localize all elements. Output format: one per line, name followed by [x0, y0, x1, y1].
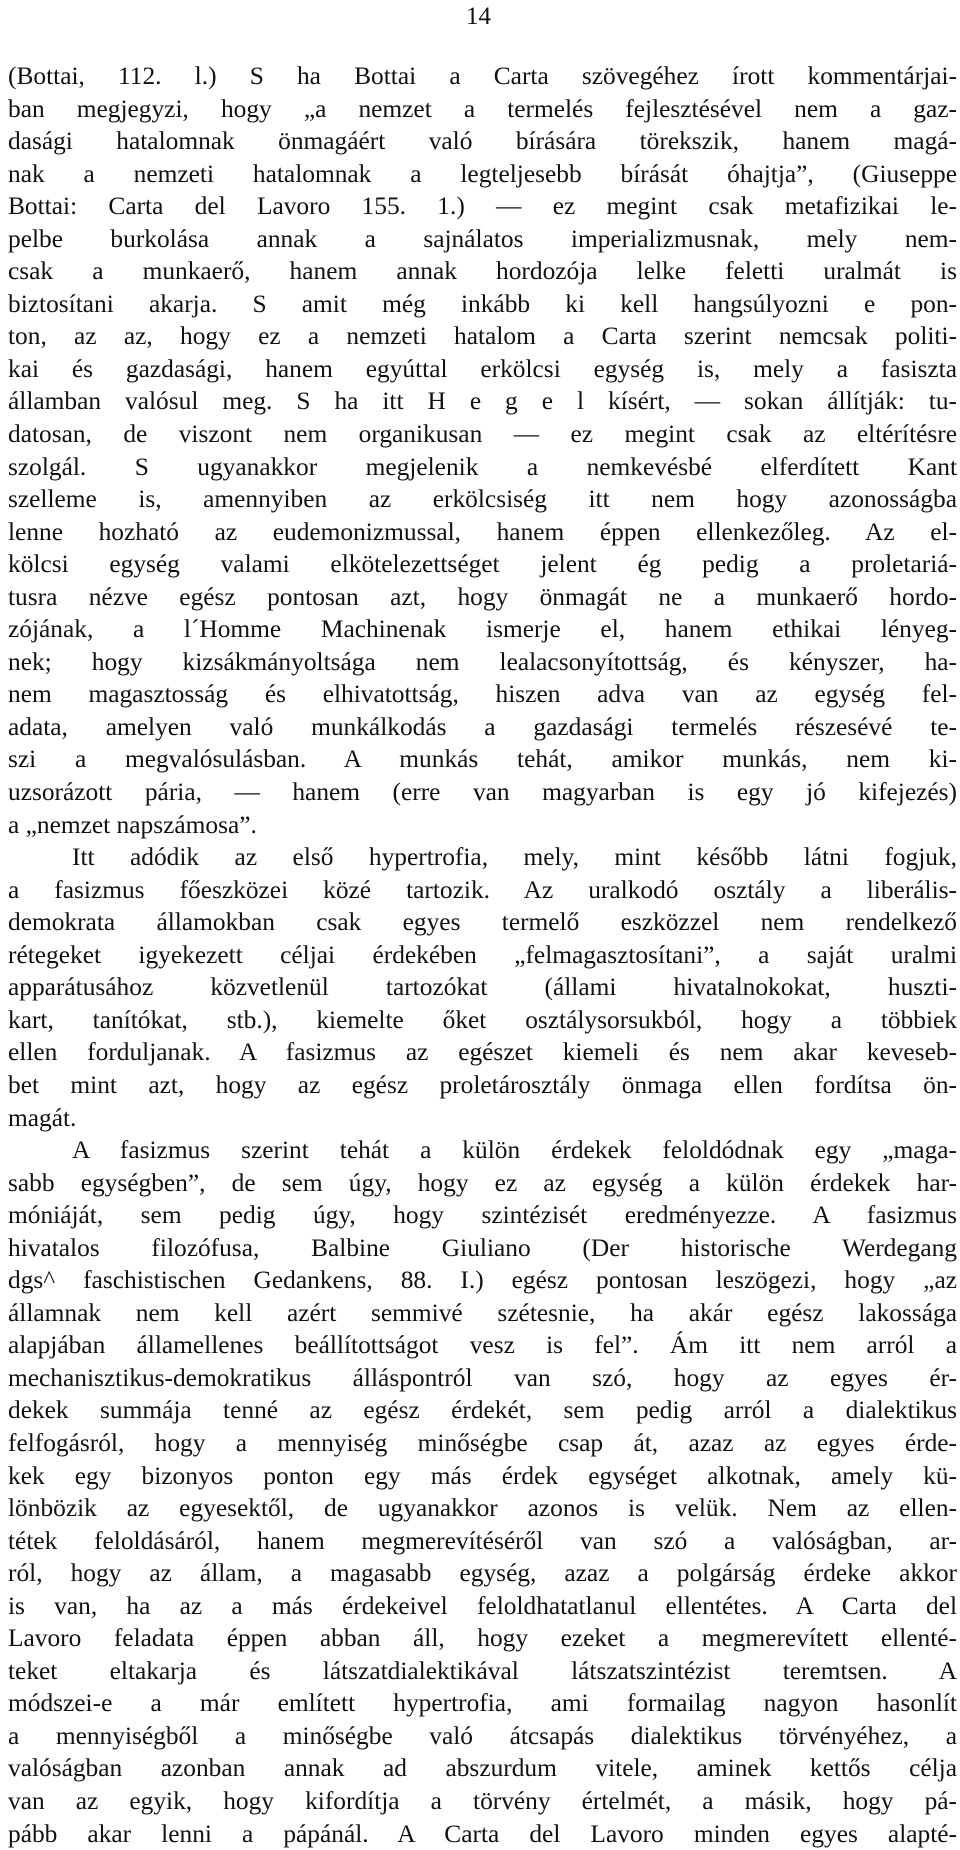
text-line: mechanisztikus-demokratikus álláspontról van szó, hogy az egyes ér-	[8, 1363, 957, 1392]
text-line: felfogásról, hogy a mennyiség minőségbe csap át, azaz az egyes érde-	[8, 1428, 957, 1457]
text-line: A fasizmus szerint tehát a külön érdekek feloldódnak egy „maga-	[72, 1136, 957, 1165]
text-line: kölcsi egység valami elkötelezettséget jelent ég pedig a proletariá-	[8, 550, 957, 579]
text-line: csak a munkaerő, hanem annak hordozója lelke feletti uralmát is	[8, 257, 957, 286]
text-line: sabb egységben”, de sem úgy, hogy ez az egység a külön érdekek har-	[8, 1168, 957, 1197]
text-line: bet mint azt, hogy az egész proletárosztály önmaga ellen fordítsa ön-	[8, 1070, 957, 1099]
text-line: tusra nézve egész pontosan azt, hogy önmagát ne a munkaerő hordo-	[8, 582, 957, 611]
text-line: dasági hatalomnak önmagáért való bírására törekszik, hanem magá-	[8, 127, 957, 156]
text-line: ban megjegyzi, hogy „a nemzet a termelés fejlesztésével nem a gaz-	[8, 94, 957, 123]
text-line: Lavoro feladata éppen abban áll, hogy ezeket a megmerevített ellenté-	[8, 1624, 957, 1653]
text-line: teket eltakarja és látszatdialektikával látszatszintézist teremtsen. A	[8, 1656, 957, 1685]
page-number: 14	[466, 3, 491, 30]
text-line: is van, ha az a más érdekeivel feloldhatatlanul ellentétes. A Carta del	[8, 1591, 957, 1620]
text-line: nek; hogy kizsákmányoltsága nem lealacsonyítottság, és kényszer, ha-	[8, 647, 957, 676]
text-line: adata, amelyen való munkálkodás a gazdasági termelés részesévé te-	[8, 712, 957, 741]
text-line: valóságban azonban annak ad abszurdum vitele, aminek kettős célja	[8, 1754, 957, 1783]
text-line: kart, tanítókat, stb.), kiemelte őket osztálysorsukból, hogy a többiek	[8, 1005, 957, 1034]
text-line: a mennyiségből a minőségbe való átcsapás dialektikus törvényéhez, a	[8, 1721, 957, 1750]
text-line: nem magasztosság és elhivatottság, hiszen adva van az egység fel-	[8, 680, 957, 709]
text-line: pelbe burkolása annak a sajnálatos imperializmusnak, mely nem-	[8, 224, 957, 253]
text-line: (Bottai, 112. l.) S ha Bottai a Carta szövegéhez írott kommentárjai-	[8, 62, 957, 90]
text-line: államban valósul meg. S ha itt H e g e l kísért, — sokan állítják: tu-	[8, 387, 957, 416]
text-line: datosan, de viszont nem organikusan — ez megint csak az eltérítésre	[8, 420, 957, 449]
text-line: ton, az az, hogy ez a nemzeti hatalom a Carta szerint nemcsak politi-	[8, 322, 957, 351]
body-text	[8, 60, 957, 1850]
text-line: Bottai: Carta del Lavoro 155. 1.) — ez megint csak metafizikai le-	[8, 192, 957, 221]
text-line: lönbözik az egyesektől, de ugyanakkor azonos is velük. Nem az ellen-	[8, 1494, 957, 1523]
text-line: demokrata államokban csak egyes termelő eszközzel nem rendelkező	[8, 908, 957, 937]
text-line: Itt adódik az első hypertrofia, mely, mint később látni fogjuk,	[72, 843, 957, 872]
text-line: lenne hozható az eudemonizmussal, hanem éppen ellenkezőleg. Az el-	[8, 517, 957, 546]
text-line: magát.	[8, 1103, 77, 1132]
text-line: szolgál. S ugyanakkor megjelenik a nemkevésbé elferdített Kant	[8, 452, 957, 481]
text-line: módszei-e a már említett hypertrofia, ami formailag nagyon hasonlít	[8, 1689, 957, 1718]
text-line: apparátusához közvetlenül tartozókat (állami hivatalnokokat, huszti-	[8, 973, 957, 1002]
text-line: szi a megvalósulásban. A munkás tehát, amikor munkás, nem ki-	[8, 745, 957, 774]
text-line: a fasizmus főeszközei közé tartozik. Az uralkodó osztály a liberális-	[8, 875, 957, 904]
text-line: pább akar lenni a pápánál. A Carta del Lavoro minden egyes alapté-	[8, 1819, 957, 1848]
text-line: kai és gazdasági, hanem egyúttal erkölcsi egység is, mely a fasiszta	[8, 354, 957, 383]
text-line: dekek summája tenné az egész érdekét, sem pedig arról a dialektikus	[8, 1396, 957, 1425]
text-line: dgs^ faschistischen Gedankens, 88. I.) egész pontosan leszögezi, hogy „az	[8, 1266, 957, 1295]
text-line: hivatalos filozófusa, Balbine Giuliano (Der historische Werdegang	[8, 1233, 957, 1262]
text-line: kek egy bizonyos ponton egy más érdek egységet alkotnak, amely kü-	[8, 1461, 957, 1490]
text-line: ról, hogy az állam, a magasabb egység, azaz a polgárság érdeke akkor	[8, 1559, 957, 1588]
text-line: rétegeket igyekezett céljai érdekében „felmagasztosítani”, a saját uralmi	[8, 940, 957, 969]
text-line: tétek feloldásáról, hanem megmerevítéséről van szó a valóságban, ar-	[8, 1526, 957, 1555]
text-line: ellen forduljanak. A fasizmus az egészet kiemeli és nem akar kevesеb-	[8, 1038, 957, 1067]
text-line: szelleme is, amennyiben az erkölcsiség itt nem hogy azonosságba	[8, 485, 957, 514]
text-line: a „nemzet napszámosa”.	[8, 810, 257, 839]
text-line: zójának, a l´Homme Machinenak ismerje el, hanem ethikai lényeg-	[8, 615, 957, 644]
text-line: van az egyik, hogy kifordítja a törvény értelmét, a másik, hogy pá-	[8, 1786, 957, 1815]
text-line: móniáját, sem pedig úgy, hogy szintézisét eredményezze. A fasizmus	[8, 1201, 957, 1230]
text-line: biztosítani akarja. S amit még inkább ki kell hangsúlyozni e pon-	[8, 289, 957, 318]
text-line: államnak nem kell azért semmivé szétesnie, ha akár egész lakossága	[8, 1298, 957, 1327]
text-line: nak a nemzeti hatalomnak a legteljesebb bírását óhajtja”, (Giuseppe	[8, 159, 957, 188]
text-line: uzsorázott pária, — hanem (erre van magyarban is egy jó kifejezés)	[8, 778, 957, 807]
text-line: alapjában államellenes beállítottságot vesz is fel”. Ám itt nem arról a	[8, 1331, 957, 1360]
